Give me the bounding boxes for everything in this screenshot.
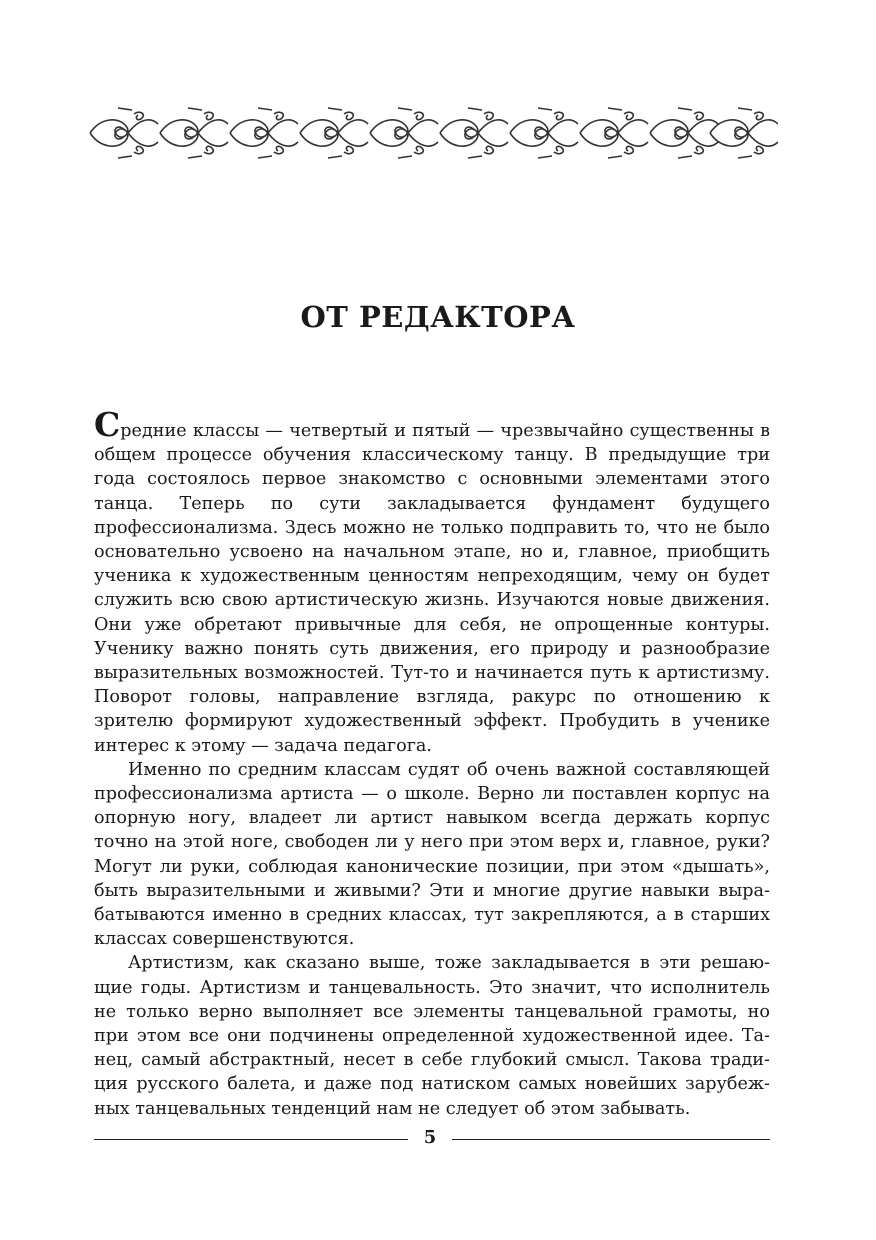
paragraph-1 xyxy=(94,405,770,758)
paragraph-2: Именно по средним классам судят об очень важной составляющей профессионализма артиста — о школе. Верно ли поставлен корпус на опорную ногу, владеет ли артист навыком всегда держать корпус точно на этой ноге, свободен ли у него при этом верх и, главное, руки? Могут ли руки, соблюдая канонические позиции, при этом «дышать», быть выразительными и живыми? Эти и многие другие навыки вырабатываются именно в средних классах, тут закрепляются, а в старших классах совершенствуются. xyxy=(94,759,770,950)
decorative-ornament-border xyxy=(88,100,778,166)
paragraph-3: Артистизм, как сказано выше, тоже закладывается в эти решающие годы. Артистизм и танцевальность. Это значит, что исполнитель не только верно выполняет все элементы танцевальной грамоты, но при этом все они подчинены определенной художественной идее. Танец, самый абстрактный, несет в себе глубокий смысл. Такова традиция русского балета, и даже под натиском самых новейших зарубежных танцевальных тенденций нам не следует об этом забывать. xyxy=(94,953,770,1119)
paragraph-1-text: редние классы — четвертый и пятый — чрезвычайно существенны в общем процессе обучения классическому танцу. В предыдущие три года состоялось первое знакомство с основными элементами этого танца. Теперь по сути закладывается фундамент будущего профессионализма. Здесь можно не только подправить то, что не было основательно усвоено на начальном этапе, но и, главное, приобщить ученика к художественным ценностям непреходящим, чему он будет служить всю свою артистическую жизнь. Изучаются новые движения. Они уже обретают привычные для себя, не опрощенные контуры. Ученику важно понять суть движения, его природу и разнообразие выразительных возможностей. Тут-то и начинается путь к артистизму. Поворот головы, направление взгляда, ракурс по отношению к зрителю формируют художественный эффект. Пробудить в ученике интерес к этому — задача педагога. xyxy=(94,421,770,756)
page-title: ОТ РЕДАКТОРА xyxy=(300,300,576,334)
footer-rule-left xyxy=(94,1139,408,1140)
page-number: 5 xyxy=(423,1127,437,1148)
footer-rule-right xyxy=(452,1139,770,1140)
drop-cap: С xyxy=(94,405,121,444)
body-text xyxy=(94,405,770,1121)
